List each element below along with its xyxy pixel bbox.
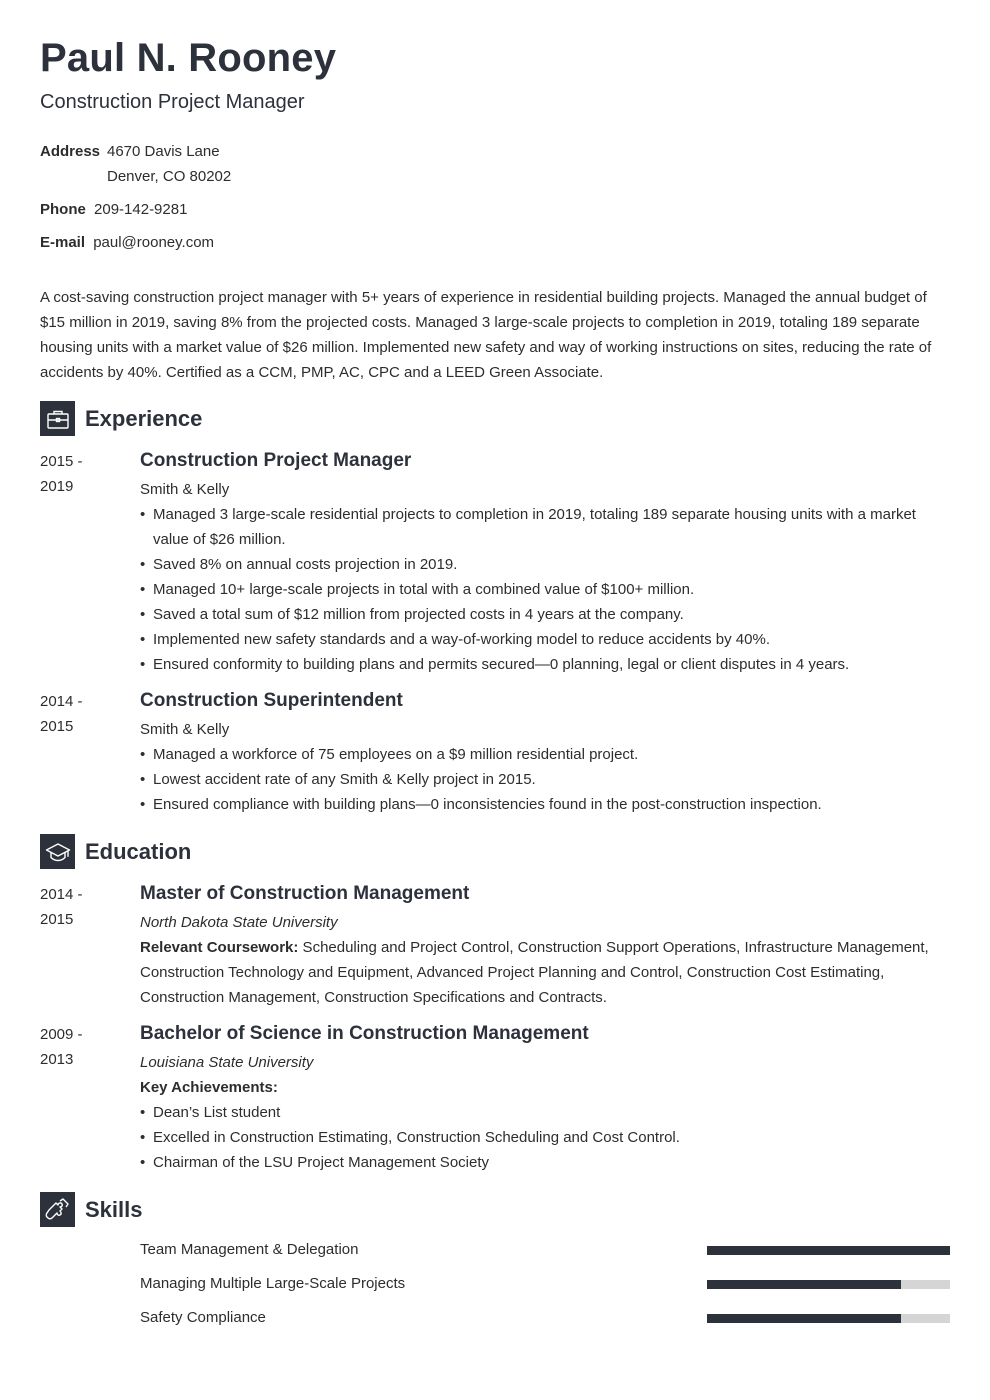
job-bullets: [140, 742, 940, 817]
skill-level-bar: [707, 1246, 950, 1255]
coursework: [140, 935, 940, 1010]
job-title: Construction Project Manager: [140, 450, 412, 471]
skill-row: [140, 1274, 950, 1294]
coursework-label: Relevant Coursework:: [140, 939, 299, 956]
education-dates: [40, 882, 120, 932]
address-value: [107, 139, 231, 189]
degree-title: Master of Construction Management: [140, 883, 470, 904]
list-item: • Managed a workforce of 75 employees on a $9 million residential project.: [140, 742, 940, 767]
skill-level-bar: [707, 1314, 950, 1323]
education-body: [140, 882, 940, 1010]
skill-name: Managing Multiple Large-Scale Projects: [140, 1275, 406, 1292]
education-section-heading: [40, 834, 191, 869]
contact-email: [40, 230, 214, 255]
job-bullets: [140, 502, 940, 677]
list-item: • Implemented new safety standards and a way-of-working model to reduce accidents by 40%.: [140, 627, 940, 652]
list-item: • Ensured compliance with building plans—0 inconsistencies found in the post-construction inspection.: [140, 792, 940, 817]
skills-section-heading: [40, 1192, 142, 1227]
list-item: • Managed 10+ large-scale projects in total with a combined value of $100+ million.: [140, 577, 940, 602]
address-label: Address: [40, 143, 101, 160]
date-start: 2009 -: [40, 1026, 83, 1043]
list-item: • Excelled in Construction Estimating, Construction Scheduling and Cost Control.: [140, 1125, 940, 1150]
puzzle-icon: [40, 1192, 75, 1227]
degree-title: Bachelor of Science in Construction Management: [140, 1023, 589, 1044]
list-item: • Saved a total sum of $12 million from projected costs in 4 years at the company.: [140, 602, 940, 627]
skill-name: Safety Compliance: [140, 1309, 266, 1326]
education-dates: [40, 1022, 120, 1072]
skills-heading: Skills: [85, 1196, 143, 1222]
experience-section-heading: [40, 401, 202, 436]
experience-heading: Experience: [85, 405, 203, 431]
date-end: 2015: [40, 911, 74, 928]
job-company: Smith & Kelly: [140, 721, 230, 738]
phone-label: Phone: [40, 201, 86, 218]
profile-summary: A cost-saving construction project manager with 5+ years of experience in residential building projects. Managed the annual budget of $15 million in 2019, saving 8% from the projected costs. Managed 3 large-scale projects to completion in 2019, totaling 189 separate housing units with a market value of $26 million. Implemented new safety and way of working instructions on sites, reducing the rate of accidents by 40%. Certified as a CCM, PMP, AC, CPC and a LEED Green Associate.: [40, 289, 932, 381]
date-end: 2019: [40, 478, 74, 495]
skill-level-fill: [707, 1314, 901, 1323]
list-item: • Saved 8% on annual costs projection in 2019.: [140, 552, 940, 577]
skill-row: [140, 1240, 950, 1260]
email-value: paul@rooney.com: [93, 234, 215, 251]
job-dates: [40, 689, 120, 739]
date-start: 2015 -: [40, 453, 83, 470]
list-item: • Dean’s List student: [140, 1100, 940, 1125]
school-name: Louisiana State University: [140, 1054, 314, 1071]
list-item: • Managed 3 large-scale residential projects to completion in 2019, totaling 189 separate housing units with a market value of $26 million.: [140, 502, 940, 552]
graduation-cap-icon: [40, 834, 75, 869]
job-title: Construction Superintendent: [140, 690, 403, 711]
job-body: [140, 689, 940, 817]
achievement-bullets: [140, 1100, 940, 1175]
date-start: 2014 -: [40, 693, 83, 710]
date-start: 2014 -: [40, 886, 83, 903]
skill-level-bar: [707, 1280, 950, 1289]
job-dates: [40, 449, 120, 499]
briefcase-icon: [40, 401, 75, 436]
date-end: 2015: [40, 718, 74, 735]
job-body: [140, 449, 940, 677]
skill-row: [140, 1308, 950, 1328]
date-end: 2013: [40, 1051, 74, 1068]
education-heading: Education: [85, 838, 192, 864]
education-body: [140, 1022, 940, 1175]
phone-value: 209-142-9281: [94, 201, 188, 218]
address-line2: Denver, CO 80202: [107, 168, 232, 185]
coursework-text: Scheduling and Project Control, Construction Support Operations, Infrastructure Management, Construction Technology and Equipment, Advanced Project Planning and Control, Construction Cost Estimating, Construction Management, Construction Specifications and Contracts.: [140, 939, 929, 1006]
skill-level-fill: [707, 1246, 950, 1255]
candidate-name: Paul N. Rooney: [40, 36, 337, 80]
list-item: • Lowest accident rate of any Smith & Kelly project in 2015.: [140, 767, 940, 792]
contact-address: [40, 139, 100, 164]
list-item: • Chairman of the LSU Project Management Society: [140, 1150, 940, 1175]
skill-level-fill: [707, 1280, 901, 1289]
candidate-title: Construction Project Manager: [40, 91, 305, 113]
list-item: • Ensured conformity to building plans and permits secured—0 planning, legal or client disputes in 4 years.: [140, 652, 940, 677]
achievements-label: Key Achievements:: [140, 1079, 278, 1096]
contact-phone: [40, 197, 187, 222]
skill-name: Team Management & Delegation: [140, 1241, 359, 1258]
email-label: E-mail: [40, 234, 86, 251]
school-name: North Dakota State University: [140, 914, 338, 931]
address-line1: 4670 Davis Lane: [107, 143, 220, 160]
job-company: Smith & Kelly: [140, 481, 230, 498]
